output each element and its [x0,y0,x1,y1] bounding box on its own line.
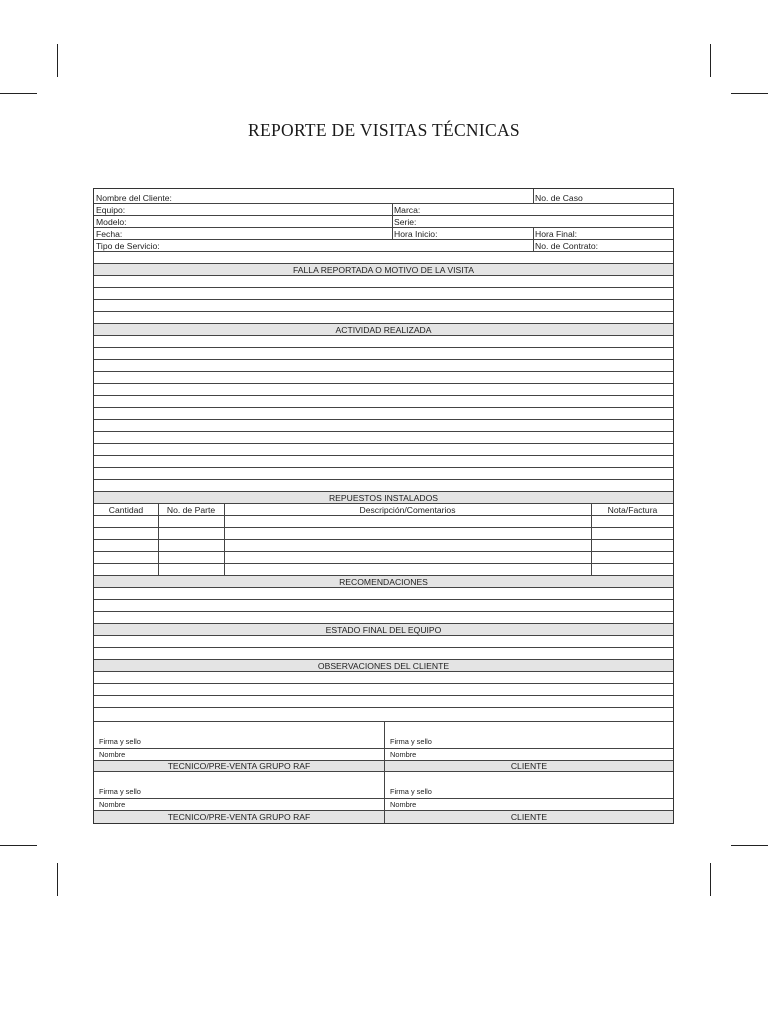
tecnico-nombre-1: Nombre [99,750,126,759]
cliente-firma-2: Firma y sello [390,787,432,796]
tecnico-firma-1: Firma y sello [99,737,141,746]
date-label: Fecha: [96,229,123,239]
client-name-label: Nombre del Cliente: [96,193,172,203]
tecnico-role-2: TECNICO/PRE-VENTA GRUPO RAF [167,812,311,822]
start-time-label: Hora Inicio: [394,229,438,239]
cliente-role-1: CLIENTE [510,761,548,771]
parts-col-cantidad: Cantidad [108,505,144,515]
tecnico-role-1: TECNICO/PRE-VENTA GRUPO RAF [167,761,311,771]
document-title: REPORTE DE VISITAS TÉCNICAS [248,120,520,140]
cliente-firma-1: Firma y sello [390,737,432,746]
end-time-label: Hora Final: [535,229,578,239]
equipment-label: Equipo: [96,205,126,215]
crop-mark-tl-v [57,44,58,77]
tecnico-nombre-2: Nombre [99,800,126,809]
section-repuestos-instalados: REPUESTOS INSTALADOS [328,493,439,503]
crop-mark-bl-v [57,863,58,896]
section-estado-final: ESTADO FINAL DEL EQUIPO [325,625,442,635]
tecnico-firma-2: Firma y sello [99,787,141,796]
section-recomendaciones: RECOMENDACIONES [339,577,428,587]
section-observaciones: OBSERVACIONES DEL CLIENTE [317,661,450,671]
cliente-role-2: CLIENTE [510,812,548,822]
case-number-label: No. de Caso [535,193,583,203]
cliente-nombre-2: Nombre [390,800,417,809]
contract-number-label: No. de Contrato: [535,241,599,251]
cliente-nombre-1: Nombre [390,750,417,759]
section-falla-reportada: FALLA REPORTADA O MOTIVO DE LA VISITA [293,265,474,275]
brand-label: Marca: [394,205,421,215]
crop-mark-br-v [710,863,711,896]
crop-mark-tl-h [0,93,37,94]
section-actividad-realizada: ACTIVIDAD REALIZADA [335,325,432,335]
visit-report-form [93,188,674,824]
crop-mark-bl-h [0,845,37,846]
crop-mark-br-h [731,845,768,846]
service-type-label: Tipo de Servicio: [96,241,160,251]
model-label: Modelo: [96,217,127,227]
parts-col-no-parte: No. de Parte [166,505,216,515]
crop-mark-tr-v [710,44,711,77]
serial-label: Serie: [394,217,417,227]
parts-col-nota-factura: Nota/Factura [607,505,658,515]
parts-col-descripcion: Descripción/Comentarios [359,505,456,515]
crop-mark-tr-h [731,93,768,94]
